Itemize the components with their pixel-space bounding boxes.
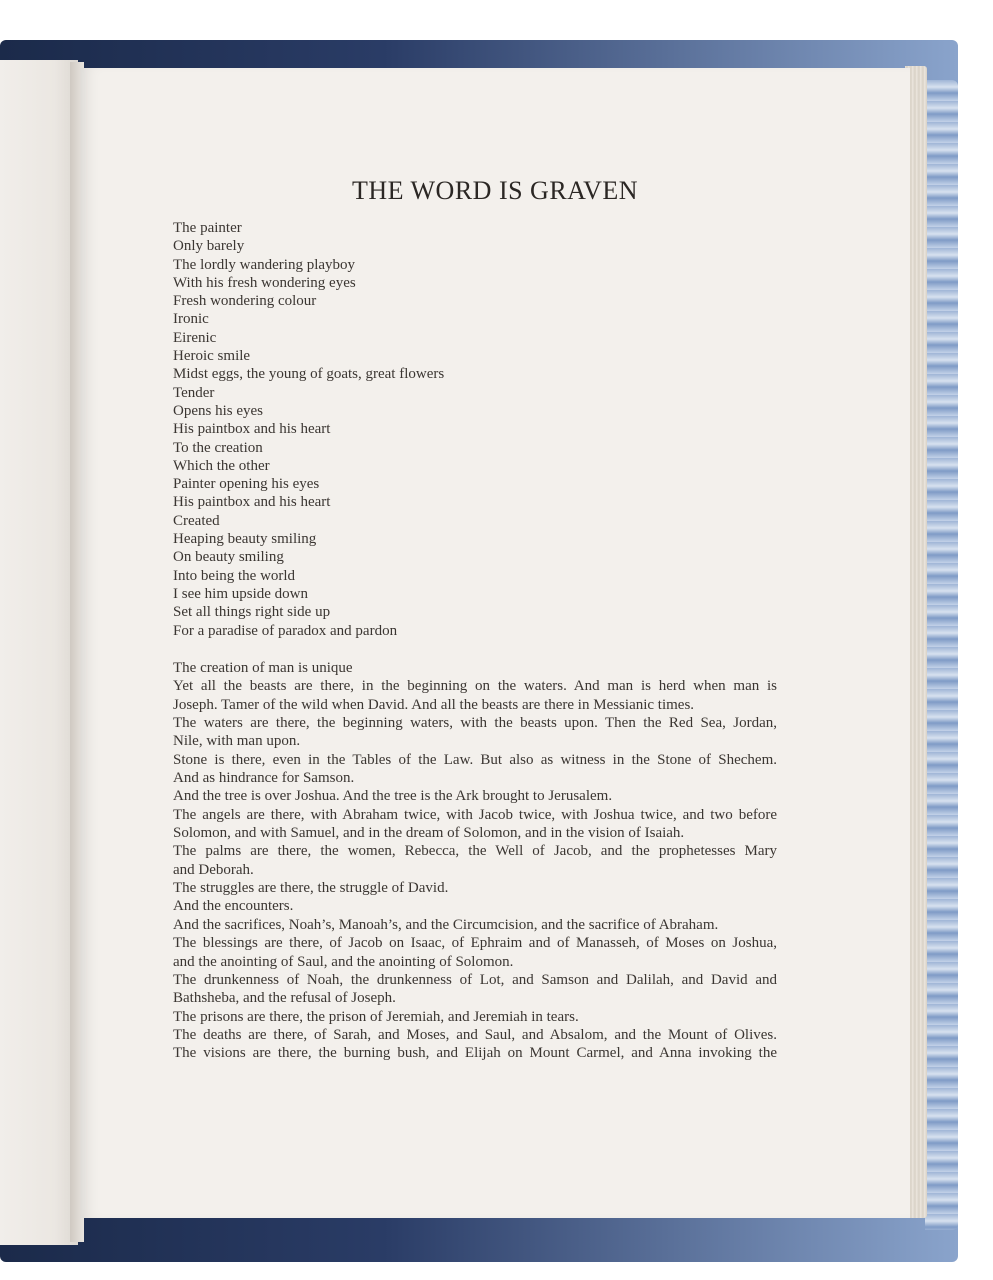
prose-line: The deaths are there, of Sarah, and Moses, and Saul, and Absalom, and the Mount of Olives. bbox=[173, 1026, 777, 1043]
poem-verse bbox=[173, 219, 813, 640]
prose-line: Yet all the beasts are there, in the beginning on the waters. And man is herd when man is bbox=[173, 678, 777, 695]
prose-line: And as hindrance for Samson. bbox=[173, 770, 355, 787]
verse-line: For a paradise of paradox and pardon bbox=[173, 622, 398, 639]
verse-line: His paintbox and his heart bbox=[173, 494, 331, 511]
verse-line: Heaping beauty smiling bbox=[173, 531, 317, 548]
left-facing-page bbox=[0, 60, 78, 1245]
right-page bbox=[80, 68, 910, 1218]
verse-line: Created bbox=[173, 512, 220, 529]
verse-line: Eirenic bbox=[173, 329, 217, 346]
prose-line: The struggles are there, the struggle of David. bbox=[173, 880, 449, 897]
prose-line: The prisons are there, the prison of Jeremiah, and Jeremiah in tears. bbox=[173, 1008, 579, 1025]
verse-line: Which the other bbox=[173, 457, 270, 474]
verse-line: Tender bbox=[173, 384, 215, 401]
prose-line: And the encounters. bbox=[173, 898, 294, 915]
prose-line: The angels are there, with Abraham twice, with Jacob twice, with Joshua twice, and two before bbox=[173, 806, 777, 823]
prose-line: And the tree is over Joshua. And the tree is the Ark brought to Jerusalem. bbox=[173, 788, 613, 805]
verse-line: With his fresh wondering eyes bbox=[173, 274, 356, 291]
prose-line: Solomon, and with Samuel, and in the dream of Solomon, and in the vision of Isaiah. bbox=[173, 825, 685, 842]
verse-line: I see him upside down bbox=[173, 585, 308, 602]
verse-line: The lordly wandering playboy bbox=[173, 256, 356, 273]
prose-line: And the sacrifices, Noah’s, Manoah’s, and the Circumcision, and the sacrifice of Abraham. bbox=[173, 916, 719, 933]
prose-line: The blessings are there, of Jacob on Isaac, of Ephraim and of Manasseh, of Moses on Joshua, bbox=[173, 935, 777, 952]
page-title: THE WORD IS GRAVEN bbox=[351, 176, 639, 205]
prose-line: Stone is there, even in the Tables of the Law. But also as witness in the Stone of Shechem. bbox=[173, 751, 777, 768]
verse-line: On beauty smiling bbox=[173, 549, 284, 566]
prose-line: Nile, with man upon. bbox=[173, 733, 301, 750]
prose-line: Joseph. Tamer of the wild when David. And all the beasts are there in Messianic times. bbox=[173, 696, 695, 713]
verse-line: To the creation bbox=[173, 439, 263, 456]
verse-line: Into being the world bbox=[173, 567, 296, 584]
prose-line: and Deborah. bbox=[173, 861, 254, 878]
verse-line: Midst eggs, the young of goats, great flowers bbox=[173, 366, 445, 383]
verse-line: Fresh wondering colour bbox=[173, 293, 317, 310]
cover-edge bbox=[925, 80, 958, 1230]
verse-line: The painter bbox=[173, 220, 242, 236]
prose-line: The visions are there, the burning bush, and Elijah on Mount Carmel, and Anna invoking the bbox=[173, 1045, 777, 1062]
verse-line: Opens his eyes bbox=[173, 402, 263, 419]
verse-line: Ironic bbox=[173, 311, 209, 328]
prose-line: The drunkenness of Noah, the drunkenness of Lot, and Samson and Dalilah, and David and bbox=[173, 971, 777, 988]
poem-prose bbox=[173, 659, 777, 1063]
prose-line: and the anointing of Saul, and the anointing of Solomon. bbox=[173, 953, 514, 970]
verse-line: Set all things right side up bbox=[173, 604, 331, 621]
prose-line: The waters are there, the beginning waters, with the beasts upon. Then the Red Sea, Jordan, bbox=[173, 715, 777, 732]
prose-line: The creation of man is unique bbox=[173, 660, 353, 676]
verse-line: His paintbox and his heart bbox=[173, 421, 331, 438]
verse-line: Only barely bbox=[173, 238, 245, 255]
prose-line: The palms are there, the women, Rebecca, the Well of Jacob, and the prophetesses Mary bbox=[173, 843, 777, 860]
verse-line: Heroic smile bbox=[173, 348, 251, 365]
prose-line: Bathsheba, and the refusal of Joseph. bbox=[173, 990, 396, 1007]
verse-line: Painter opening his eyes bbox=[173, 476, 320, 493]
